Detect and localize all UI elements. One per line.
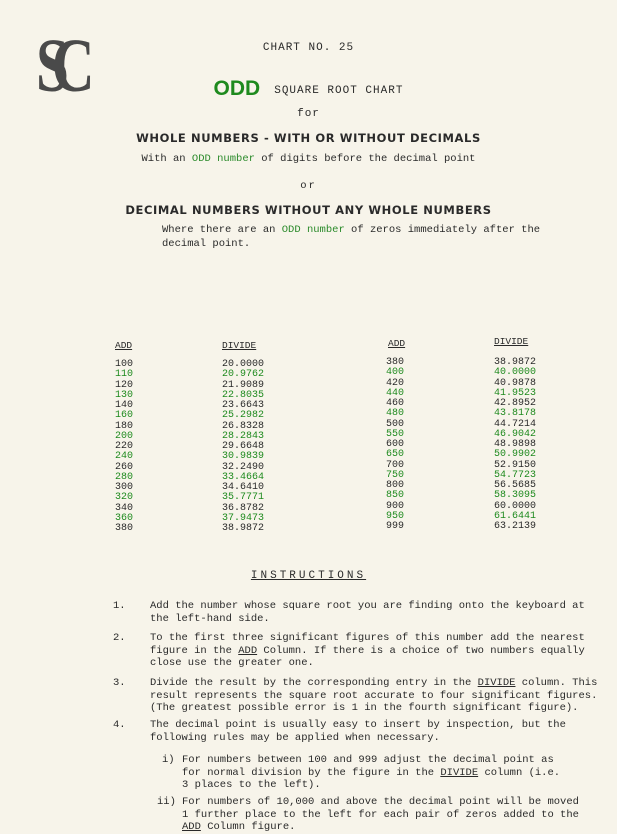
step-3-line-1b: column. This xyxy=(515,677,598,689)
right-add-cell: 420 xyxy=(386,377,405,389)
right-divide-cell: 41.9523 xyxy=(494,387,537,399)
right-add-cell: 480 xyxy=(386,408,405,420)
rule-ii-line-2: 1 further place to the left for each pair of zeros added to the xyxy=(182,808,579,821)
right-divide-header: DIVIDE xyxy=(494,336,529,347)
right-divide-cell: 58.3095 xyxy=(494,490,537,502)
right-add-cell: 750 xyxy=(386,469,405,481)
left-add-cell: 220 xyxy=(115,441,134,452)
right-divide-cell: 46.9042 xyxy=(494,428,537,440)
right-divide-cell: 52.9150 xyxy=(494,459,537,471)
left-add-cell: 120 xyxy=(115,379,134,391)
right-add-header: ADD xyxy=(388,338,406,349)
rule-i-number: i) xyxy=(162,754,175,766)
left-add-column xyxy=(115,360,133,534)
right-divide-cell: 43.8178 xyxy=(494,408,537,420)
right-add-cell: 850 xyxy=(386,490,405,502)
left-divide-cell: 34.6410 xyxy=(222,482,265,493)
right-add-cell: 440 xyxy=(386,387,405,399)
left-divide-cell: 38.9872 xyxy=(222,523,265,534)
left-add-cell: 280 xyxy=(115,471,134,483)
right-divide-cell: 50.9902 xyxy=(494,449,537,461)
left-divide-cell: 35.7771 xyxy=(222,492,265,504)
rule-i-line-3: 3 places to the left). xyxy=(182,779,321,791)
left-add-cell: 340 xyxy=(115,502,134,514)
left-add-cell: 360 xyxy=(115,512,134,524)
right-divide-cell: 48.9898 xyxy=(494,439,537,450)
left-divide-cell: 20.0000 xyxy=(222,359,265,370)
step-2-add-ref: ADD xyxy=(238,644,258,657)
right-add-cell: 900 xyxy=(386,500,405,512)
right-add-cell: 400 xyxy=(386,367,405,379)
left-divide-header: DIVIDE xyxy=(222,340,257,351)
right-divide-cell: 42.8952 xyxy=(494,398,537,409)
left-divide-cell: 25.2982 xyxy=(222,410,265,422)
sub1-odd-number: ODD number xyxy=(191,153,255,165)
step-4-text xyxy=(150,719,566,744)
sub2-line2: decimal point. xyxy=(162,238,251,250)
right-add-cell: 600 xyxy=(386,439,405,450)
step-3-number: 3. xyxy=(113,677,126,689)
right-divide-cell: 63.2139 xyxy=(494,521,537,532)
right-divide-column xyxy=(494,358,536,532)
left-add-cell: 320 xyxy=(115,492,134,504)
step-4-number: 4. xyxy=(113,719,126,731)
step-1-number: 1. xyxy=(113,600,126,612)
or-word: or xyxy=(300,180,317,192)
rule-i-line-1: For numbers between 100 and 999 adjust the decimal point as xyxy=(182,754,554,766)
left-add-cell: 300 xyxy=(115,482,134,493)
step-1-line-2: the left-hand side. xyxy=(150,612,270,625)
sub1-pre: With an xyxy=(141,153,192,165)
right-divide-cell: 56.5685 xyxy=(494,480,537,491)
left-divide-cell: 37.9473 xyxy=(222,512,265,524)
right-add-cell: 500 xyxy=(386,418,405,430)
heading-decimal-numbers: DECIMAL NUMBERS WITHOUT ANY WHOLE NUMBERS xyxy=(125,203,492,217)
step-2-line-2b: Column. If there is a choice of two numbers equally xyxy=(257,644,585,657)
right-add-cell: 950 xyxy=(386,510,405,522)
left-divide-cell: 22.8035 xyxy=(222,389,265,401)
left-add-cell: 130 xyxy=(115,389,134,401)
step-1-line-1: Add the number whose square root you are finding onto the keyboard at xyxy=(150,600,585,612)
right-divide-cell: 60.0000 xyxy=(494,500,537,512)
rule-ii-number: ii) xyxy=(157,796,176,808)
step-2-text xyxy=(150,632,585,670)
sub2-post: of zeros immediately after the xyxy=(344,224,541,236)
sub2-odd-number: ODD number xyxy=(281,224,345,236)
rule-i-line-2a: for normal division by the figure in the xyxy=(182,766,441,779)
right-add-cell: 650 xyxy=(386,449,405,461)
step-4-line-1: The decimal point is usually easy to insert by inspection, but the xyxy=(150,719,566,731)
right-divide-cell: 40.9878 xyxy=(494,377,537,389)
rule-i-text xyxy=(182,754,560,792)
rule-i-line-2b: column (i.e. xyxy=(478,766,561,779)
step-2-line-2a: figure in the xyxy=(150,644,239,657)
left-divide-cell: 23.6643 xyxy=(222,400,265,411)
subheading-decimal-numbers xyxy=(162,223,540,251)
left-divide-cell: 32.2490 xyxy=(222,461,265,473)
chart-title xyxy=(0,77,617,101)
right-divide-cell: 61.6441 xyxy=(494,510,537,522)
left-divide-cell: 20.9762 xyxy=(222,369,265,381)
right-add-cell: 800 xyxy=(386,480,405,491)
left-add-cell: 260 xyxy=(115,461,134,473)
right-add-cell: 460 xyxy=(386,398,405,409)
left-divide-column xyxy=(222,360,264,534)
odd-title-word: ODD xyxy=(213,77,261,100)
left-add-header: ADD xyxy=(115,340,133,351)
right-divide-cell: 54.7723 xyxy=(494,469,537,481)
left-divide-cell: 30.9839 xyxy=(222,451,265,463)
right-add-cell: 700 xyxy=(386,459,405,471)
title-rest: SQUARE ROOT CHART xyxy=(274,85,404,97)
step-3-line-1a: Divide the result by the corresponding entry in the xyxy=(150,677,478,689)
left-add-cell: 160 xyxy=(115,410,134,422)
rule-ii-text xyxy=(182,796,579,834)
right-divide-cell: 38.9872 xyxy=(494,357,537,368)
right-divide-cell: 40.0000 xyxy=(494,367,537,379)
left-add-cell: 100 xyxy=(115,359,134,370)
left-add-cell: 380 xyxy=(115,523,134,534)
left-divide-cell: 26.8328 xyxy=(222,420,265,432)
sub1-post: of digits before the decimal point xyxy=(254,153,476,165)
step-3-text xyxy=(150,677,597,715)
left-divide-cell: 29.6648 xyxy=(222,441,265,452)
step-1-text xyxy=(150,600,585,625)
subheading-whole-numbers xyxy=(0,153,617,165)
right-add-cell: 380 xyxy=(386,357,405,368)
rule-ii-line-1: For numbers of 10,000 and above the decimal point will be moved xyxy=(182,796,579,808)
right-add-column xyxy=(386,358,404,532)
right-add-cell: 999 xyxy=(386,521,405,532)
rule-ii-line-3: Column figure. xyxy=(200,821,296,833)
left-add-cell: 240 xyxy=(115,451,134,463)
step-4-line-2: following rules may be applied when necessary. xyxy=(150,731,440,744)
left-add-cell: 200 xyxy=(115,430,134,442)
left-divide-cell: 28.2843 xyxy=(222,430,265,442)
step-2-line-3: close use the greater one. xyxy=(150,657,314,669)
left-add-cell: 180 xyxy=(115,420,134,432)
left-divide-cell: 33.4664 xyxy=(222,471,265,483)
step-2-number: 2. xyxy=(113,632,126,644)
step-3-line-2: result represents the square root accurate to four significant figures. xyxy=(150,689,598,702)
left-divide-cell: 36.8782 xyxy=(222,502,265,514)
left-add-cell: 140 xyxy=(115,400,134,411)
instructions-title: INSTRUCTIONS xyxy=(250,570,367,582)
left-divide-cell: 21.9089 xyxy=(222,379,265,391)
rule-ii-add-ref: ADD xyxy=(182,821,201,833)
sc-logo: SC xyxy=(36,24,78,108)
step-3-divide-ref: DIVIDE xyxy=(477,677,516,689)
right-divide-cell: 44.7214 xyxy=(494,418,537,430)
rule-i-divide-ref: DIVIDE xyxy=(440,766,479,779)
for-word: for xyxy=(297,108,320,120)
chart-number: CHART NO. 25 xyxy=(262,42,355,54)
right-add-cell: 550 xyxy=(386,428,405,440)
heading-whole-numbers: WHOLE NUMBERS - WITH OR WITHOUT DECIMALS xyxy=(136,131,481,145)
sub2-pre: Where there are an xyxy=(162,224,282,236)
step-3-line-3: (The greatest possible error is 1 in the fourth significant figure). xyxy=(150,702,579,714)
left-add-cell: 110 xyxy=(115,369,134,381)
step-2-line-1: To the first three significant figures of this number add the nearest xyxy=(150,632,585,644)
